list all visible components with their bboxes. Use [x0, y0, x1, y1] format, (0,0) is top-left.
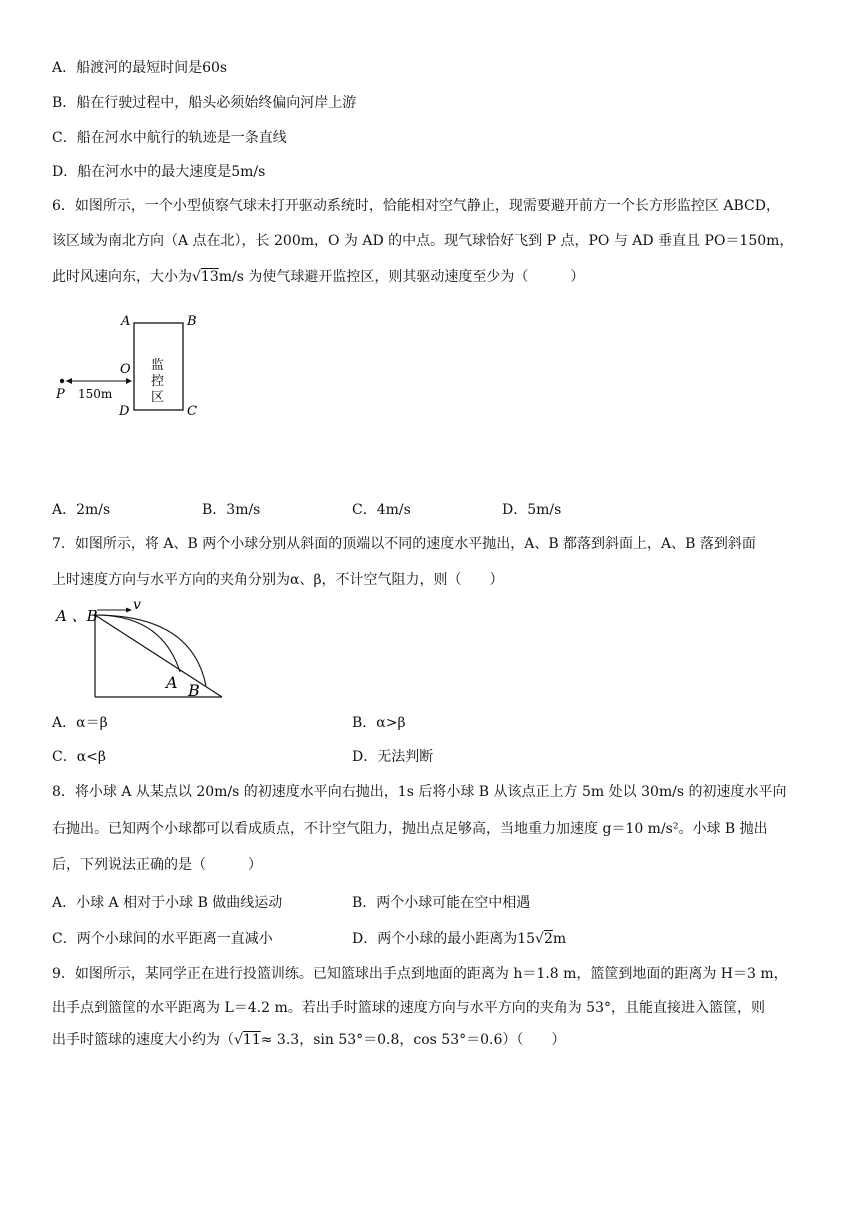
- q5-option-c: C．船在河水中航行的轨迹是一条直线: [52, 130, 287, 146]
- landing-a-label: A: [166, 673, 178, 692]
- q8-option-d-radicand: 2: [543, 931, 553, 947]
- point-a-label: A: [121, 314, 131, 329]
- distance-label: 150m: [78, 387, 113, 401]
- q5-option-b: B．船在行驶过程中，船头必须始终偏向河岸上游: [52, 95, 357, 111]
- q7-stem-line-2: 上时速度方向与水平方向的夹角分别为α、β，不计空气阻力，则（ ）: [52, 572, 504, 588]
- q5-option-d: D．船在河水中的最大速度是5m/s: [52, 164, 266, 180]
- q5-option-a: A．船渡河的最短时间是60s: [52, 60, 228, 76]
- q6-stem-line-1: 6．如图所示，一个小型侦察气球未打开驱动系统时，恰能相对空气静止，现需要避开前方一个长方形监控区 ABCD，: [52, 198, 780, 214]
- arrowhead-left-icon: [66, 378, 72, 384]
- q8-option-d: [352, 929, 566, 949]
- q7-option-a: A．α＝β: [52, 715, 108, 731]
- q9-stem-line-1: 9．如图所示，某同学正在进行投篮训练。已知篮球出手点到地面的距离为 h＝1.8 m，篮筐到地面的距离为 H＝3 m，: [52, 966, 788, 982]
- q8-option-c: C．两个小球间的水平距离一直减小: [52, 931, 273, 947]
- q9-stem-line-2: 出手点到篮筐的水平距离为 L＝4.2 m。若出手时篮球的速度方向与水平方向的夹角为 53°，且能直接进入篮筐，则: [52, 1000, 765, 1016]
- q6-stem-line-2: 该区域为南北方向（A 点在北），长 200m，O 为 AD 的中点。现气球恰好飞到 P 点，PO 与 AD 垂直且 PO＝150m，: [52, 233, 794, 249]
- point-d-label: D: [119, 404, 130, 419]
- q8-stem-line-3: 后，下列说法正确的是（ ）: [52, 857, 262, 873]
- q9-sqrt-radicand: 11: [242, 1032, 261, 1048]
- q6-option-c: C．4m/s: [352, 502, 411, 518]
- balloon-point-p: [60, 379, 64, 383]
- velocity-label: v: [133, 597, 141, 613]
- q6-stem-line-3: [52, 267, 584, 287]
- zone-char-2: 控: [151, 374, 165, 389]
- point-c-label: C: [187, 404, 197, 419]
- q6-sqrt-radicand: 13: [200, 269, 219, 285]
- q8-stem-line-1: 8．将小球 A 从某点以 20m/s 的初速度水平向右抛出，1s 后将小球 B 从该点正上方 5m 处以 30m/s 的初速度水平向: [52, 784, 787, 800]
- q9-stem-line-3: [52, 1030, 565, 1050]
- q6-option-a: A．2m/s: [52, 502, 111, 518]
- velocity-arrowhead-icon: [126, 608, 132, 613]
- point-b-label: B: [187, 314, 197, 329]
- q6-option-d: D．5m/s: [502, 502, 562, 518]
- q8-option-d-pre: D．两个小球的最小距离为15: [352, 931, 536, 947]
- q7-stem-line-1: 7．如图所示，将 A、B 两个小球分别从斜面的顶端以不同的速度水平抛出，A、B 都落到斜面上，A、B 落到斜面: [52, 536, 756, 552]
- q7-option-d: D．无法判断: [352, 749, 434, 765]
- sqrt-icon: √: [535, 931, 544, 947]
- start-label: A 、B: [56, 607, 98, 625]
- arrowhead-right-icon: [126, 378, 132, 384]
- q8-option-d-post: m: [552, 931, 567, 947]
- q9-stem-text-post: ≈ 3.3，sin 53°＝0.8，cos 53°＝0.6）（ ）: [260, 1032, 566, 1048]
- q8-option-b: B．两个小球可能在空中相遇: [352, 895, 531, 911]
- sqrt-icon: √: [192, 269, 201, 285]
- q6-stem-text-post: m/s 为使气球避开监控区，则其驱动速度至少为（ ）: [218, 269, 585, 285]
- point-o-label: O: [120, 362, 131, 377]
- q7-figure: [52, 598, 232, 702]
- sqrt-icon: √: [234, 1032, 243, 1048]
- point-p-label: P: [56, 387, 65, 402]
- q7-option-c: C．α<β: [52, 749, 106, 765]
- landing-b-label: B: [188, 681, 200, 700]
- q6-stem-text-pre: 此时风速向东，大小为: [52, 269, 192, 285]
- zone-char-1: 监: [151, 358, 165, 373]
- q8-stem-line-2: 右抛出。已知两个小球都可以看成质点，不计空气阻力，抛出点足够高，当地重力加速度 g＝10 m/s²。小球 B 抛出: [52, 821, 768, 837]
- zone-char-3: 区: [151, 390, 165, 405]
- q9-stem-text-pre: 出手时篮球的速度大小约为（: [52, 1032, 234, 1048]
- incline-slope-edge: [95, 615, 222, 697]
- q8-option-a: A．小球 A 相对于小球 B 做曲线运动: [52, 895, 283, 911]
- q6-option-b: B．3m/s: [202, 502, 261, 518]
- q6-figure: [52, 306, 222, 426]
- q7-option-b: B．α>β: [352, 715, 406, 731]
